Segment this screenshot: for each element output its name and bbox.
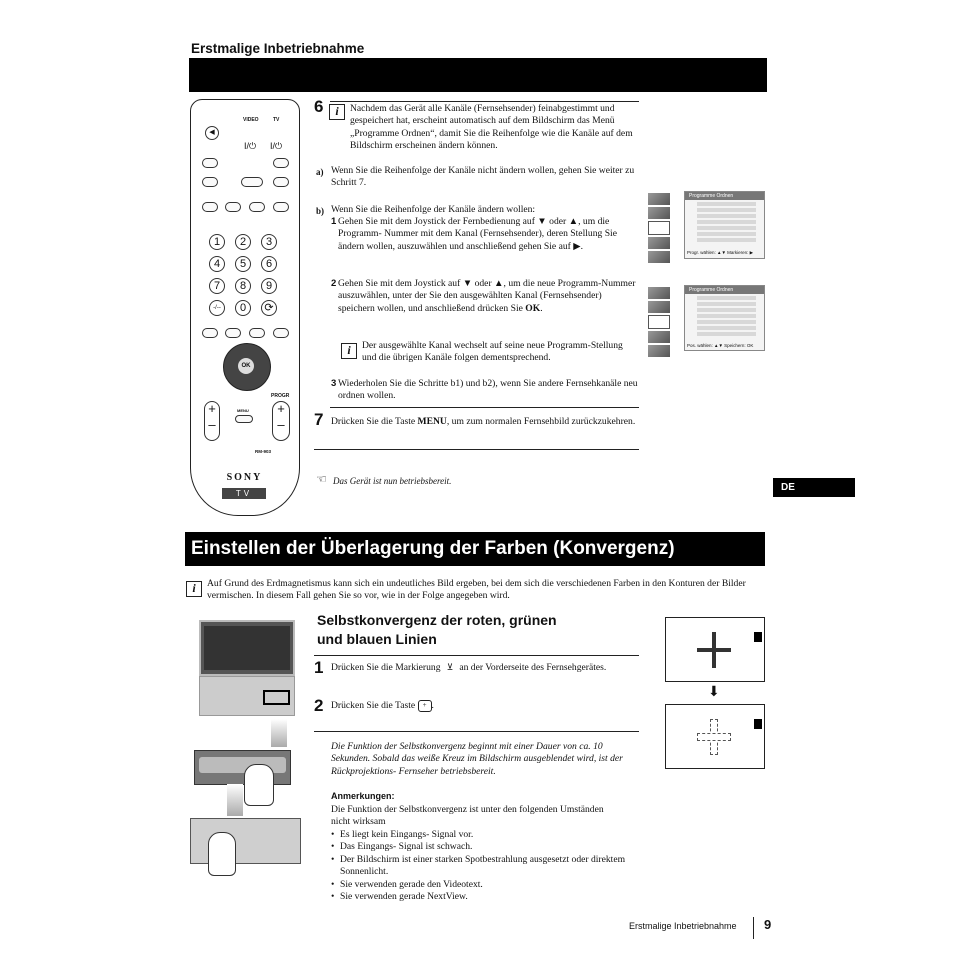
digit-1[interactable]: 1 — [209, 234, 225, 250]
menu-icons-2 — [648, 287, 670, 359]
note-item: • Es liegt kein Eingangs- Signal vor. — [331, 829, 639, 841]
digit-recall[interactable]: ⟳ — [261, 300, 277, 316]
ready-note: Das Gerät ist nun betriebsbereit. — [333, 476, 452, 486]
notes-intro: Die Funktion der Selbstkonvergenz ist unter den folgenden Umständen nicht wirksam — [331, 804, 604, 828]
conv-step-1-number: 1 — [314, 658, 324, 677]
hand-pressing — [244, 764, 274, 806]
crosshair-screen-2 — [665, 704, 765, 769]
ok-key-label: OK — [525, 302, 541, 314]
convergence-title: Einstellen der Überlagerung der Farben (Konvergenz) — [185, 532, 765, 566]
step-6-b2-text — [338, 278, 639, 315]
crosshair-screen-1 — [665, 617, 765, 682]
screen-title: Programme Ordnen — [685, 286, 764, 294]
notes-heading: Anmerkungen: — [331, 791, 395, 801]
step-6-text: Nachdem das Gerät alle Kanäle (Fernsehsender) feinabgestimmt und gespeichert hat, erscheint automatisch auf dem Bildschirm das Menü „Programme Ordnen“, damit Sie die Reihenfolge wie die Kanäle auf dem Bildschirm erscheinen ändern können. — [350, 103, 633, 152]
digit-6[interactable]: 6 — [261, 256, 277, 272]
info-icon — [329, 104, 345, 120]
language-tab: DE — [773, 478, 855, 497]
conv-italic-note: Die Funktion der Selbstkonvergenz beginnt mit einer Dauer von ca. 10 Sekunden. Sobald das weiße Kreuz im Bildschirm ausgeblendet wird, ist der Rückprojektions- Fernseher betriebsbereit. — [331, 741, 623, 777]
remote-btn-11[interactable] — [225, 328, 241, 338]
remote-btn-6[interactable] — [202, 202, 218, 212]
screen-title: Programme Ordnen — [685, 192, 764, 200]
conv-step-2-number: 2 — [314, 696, 324, 715]
digit-dash[interactable]: -/-- — [209, 300, 225, 316]
step-6-b3-text: Wiederholen Sie die Schritte b1) und b2), wenn Sie andere Fernsehkanäle neu ordnen wollen. — [338, 378, 638, 402]
step-7-number: 7 — [314, 410, 324, 429]
step-6-b2-num: 2 — [331, 278, 337, 289]
remote-brand: SONY — [226, 472, 263, 483]
power-tv-icon: I/⏻ — [270, 141, 283, 151]
divider — [314, 449, 639, 450]
conv-step-1-before: Drücken Sie die Markierung — [331, 662, 441, 673]
convergence-intro: Auf Grund des Erdmagnetismus kann sich ein undeutliches Bild ergeben, bei dem sich die verschiedenen Farben in den Konturen der Bilder vermischen. In diesem Fall gehen Sie so vor, wie in der Folge angegeben wird. — [207, 578, 746, 602]
divider — [330, 101, 639, 102]
convergence-subtitle — [317, 611, 557, 649]
menu-key-label: MENU — [417, 416, 447, 427]
step-7-after: , um zum normalen Fernsehbild zurückzukehren. — [446, 416, 636, 427]
note-item: • Sie verwenden gerade NextView. — [331, 891, 639, 903]
section-header: Erstmalige Inbetriebnahme — [191, 41, 365, 56]
step-7-text — [331, 416, 639, 428]
step-6-number: 6 — [314, 97, 324, 116]
progr-label: PROGR — [271, 393, 290, 399]
digit-2[interactable]: 2 — [235, 234, 251, 250]
digit-7[interactable]: 7 — [209, 278, 225, 294]
convergence-key-icon: + — [418, 700, 432, 712]
remote-btn-4[interactable] — [241, 177, 263, 187]
digit-3[interactable]: 3 — [261, 234, 277, 250]
power-video-icon: I/⏻ — [244, 141, 257, 151]
step-6-b2-main: Gehen Sie mit dem Joystick auf ▼ oder ▲, um die neue Programm-Nummer auszuwählen, unter der Sie den ausgewählten Kanal (Fernsehsender) speichern wollen, und anschließend drücken Sie — [338, 278, 636, 314]
step-7-before: Drücken Sie die Taste — [331, 416, 418, 427]
conv-step-1-text — [331, 662, 639, 674]
step-6-b2-end: . — [540, 302, 543, 314]
step-6-b-label: b) — [316, 206, 325, 216]
remote-tv-label: TV — [273, 117, 280, 123]
step-6-a-label: a) — [316, 167, 324, 177]
conv-step-1-after: an der Vorderseite des Fernsehgerätes. — [459, 662, 607, 673]
screen-footer: Pos. wählen: ▲▼ Speichern: OK — [687, 343, 754, 348]
hand-pressing — [208, 832, 236, 876]
subtitle-line-1: Selbstkonvergenz der roten, grünen — [317, 612, 557, 628]
remote-btn-10[interactable] — [202, 328, 218, 338]
hand-icon: ☜ — [316, 472, 327, 486]
note-item: • Der Bildschirm ist einer starken Spotbestrahlung ausgesetzt oder direktem Sonnenlicht. — [331, 854, 639, 879]
digit-9[interactable]: 9 — [261, 278, 277, 294]
digit-0[interactable]: 0 — [235, 300, 251, 316]
arrow-down — [227, 784, 243, 816]
remote-btn-8[interactable] — [249, 202, 265, 212]
divider — [314, 655, 639, 656]
remote-control — [190, 99, 300, 516]
remote-btn-12[interactable] — [249, 328, 265, 338]
menu-button[interactable] — [235, 415, 253, 423]
programme-ordnen-screen-2 — [684, 285, 765, 351]
tv-panel-closeup — [194, 750, 291, 785]
programme-ordnen-screen-1 — [684, 191, 765, 259]
digit-4[interactable]: 4 — [209, 256, 225, 272]
remote-model: RM-903 — [255, 449, 272, 454]
footer-divider — [753, 917, 754, 939]
info-icon — [341, 343, 357, 359]
divider — [314, 731, 639, 732]
conv-step-2-before: Drücken Sie die Taste — [331, 700, 416, 712]
step-6-a-text: Wenn Sie die Reihenfolge der Kanäle nicht ändern wollen, gehen Sie weiter zu Schritt 7. — [331, 165, 635, 189]
notes-list — [331, 829, 639, 903]
subtitle-line-2: und blauen Linien — [317, 631, 437, 647]
digit-5[interactable]: 5 — [235, 256, 251, 272]
menu-icons-1 — [648, 193, 670, 265]
remote-btn-1[interactable] — [202, 158, 218, 168]
remote-btn-9[interactable] — [273, 202, 289, 212]
menu-label: MENU — [237, 408, 249, 413]
conv-step-2-text — [331, 700, 639, 713]
tv-buttons-closeup — [190, 818, 301, 864]
step-6-b-text: Wenn Sie die Reihenfolge der Kanäle ändern wollen: — [331, 204, 536, 215]
volume-rocker[interactable]: + – — [204, 401, 220, 441]
note-item: • Sie verwenden gerade den Videotext. — [331, 879, 639, 891]
note-item: • Das Eingangs- Signal ist schwach. — [331, 841, 639, 853]
info-icon — [186, 581, 202, 597]
mute-button[interactable]: ◀ — [205, 126, 219, 140]
arrow-down — [271, 719, 287, 747]
header-bar — [189, 58, 767, 92]
remote-btn-5[interactable] — [273, 177, 289, 187]
footer-label: Erstmalige Inbetriebnahme — [629, 921, 737, 931]
remote-btn-3[interactable] — [202, 177, 218, 187]
arrow-down-icon: ⬇ — [708, 684, 720, 700]
tv-illustration — [197, 620, 297, 720]
step-6-b3-num: 3 — [331, 378, 337, 389]
step-6-b2-info: Der ausgewählte Kanal wechselt auf seine neue Programm-Stellung und die übrigen Kanäle folgen dementsprechend. — [362, 340, 623, 364]
remote-btn-13[interactable] — [273, 328, 289, 338]
step-6-b1-num: 1 — [331, 216, 337, 227]
joystick-ok[interactable]: OK — [238, 358, 254, 374]
progr-rocker[interactable]: + – — [272, 401, 290, 441]
page-number: 9 — [764, 917, 772, 932]
remote-btn-7[interactable] — [225, 202, 241, 212]
marker-icon: ⊻ — [446, 663, 454, 673]
screen-footer: Progr. wählen: ▲▼ Markieren: ▶ — [687, 250, 754, 255]
divider — [330, 407, 639, 408]
conv-step-2-after: . — [431, 700, 434, 712]
remote-video-label: VIDEO — [243, 117, 259, 123]
digit-8[interactable]: 8 — [235, 278, 251, 294]
remote-tv-badge: TV — [222, 488, 266, 499]
step-6-b1-text: Gehen Sie mit dem Joystick der Fernbedienung auf ▼ oder ▲, um die Programm- Nummer mit dem Kanal (Fernsehsender), deren Stellung Sie ändern wollen, auszuwählen und anschließend gehen Sie auf ▶. — [338, 216, 617, 252]
remote-btn-2[interactable] — [273, 158, 289, 168]
